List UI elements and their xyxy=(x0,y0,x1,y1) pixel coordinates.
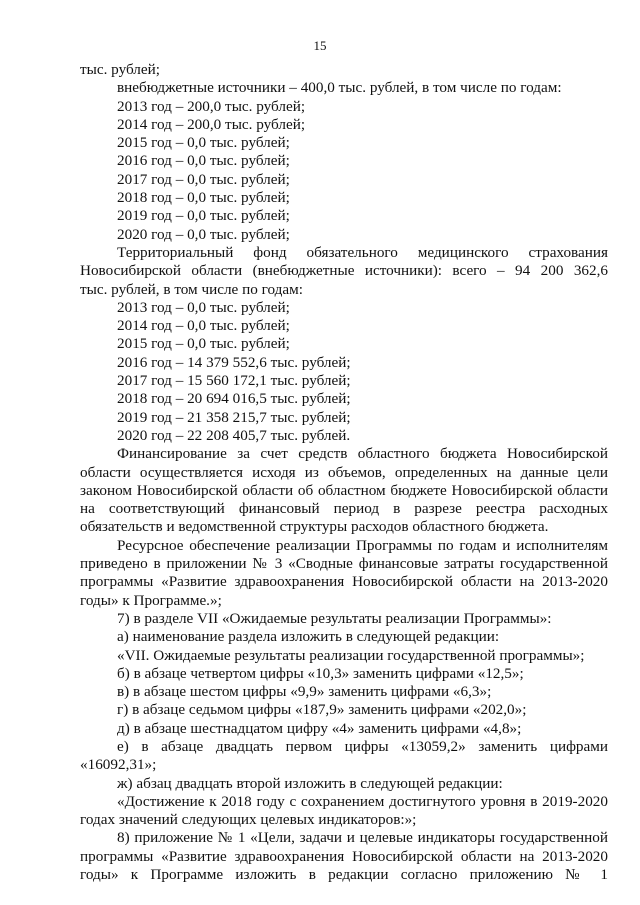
text-line: 2015 год – 0,0 тыс. рублей; xyxy=(117,134,290,152)
text-line: 2013 год – 0,0 тыс. рублей; xyxy=(117,298,290,316)
text-line: г) в абзаце седьмом цифры «187,9» заменить цифрами «202,0»; xyxy=(117,701,527,719)
text-line: тыс. рублей; xyxy=(80,61,160,78)
text-line: 2019 год – 0,0 тыс. рублей; xyxy=(117,207,290,225)
text-line: 2015 год – 0,0 тыс. рублей; xyxy=(117,335,290,353)
text-line: ж) абзац двадцать второй изложить в следующей редакции: xyxy=(117,774,503,792)
text-line: 2019 год – 21 358 215,7 тыс. рублей; xyxy=(117,408,351,426)
text-line: 2016 год – 0,0 тыс. рублей; xyxy=(117,152,290,170)
text-line: Ресурсное обеспечение реализации Программы по годам и исполнителям xyxy=(117,536,608,554)
text-line: приведено в приложении № 3 «Сводные финансовые затраты государственной xyxy=(80,555,608,573)
text-line: «16092,31»; xyxy=(80,756,157,774)
text-line: 2018 год – 20 694 016,5 тыс. рублей; xyxy=(117,390,351,408)
text-line: Территориальный фонд обязательного медицинского страхования xyxy=(117,243,608,261)
text-line: 2014 год – 200,0 тыс. рублей; xyxy=(117,115,306,133)
text-line: годах значений следующих целевых индикаторов:»; xyxy=(80,811,417,829)
text-line: 2020 год – 0,0 тыс. рублей; xyxy=(117,225,290,243)
text-line: программы «Развитие здравоохранения Новосибирской области на 2013-2020 xyxy=(80,847,608,865)
text-line: «Достижение к 2018 году с сохранением достигнутого уровня в 2019-2020 xyxy=(117,792,608,810)
text-line: 2014 год – 0,0 тыс. рублей; xyxy=(117,317,290,335)
text-line: б) в абзаце четвертом цифры «10,3» заменить цифрами «12,5»; xyxy=(117,664,524,682)
text-line: обязательств и ведомственной структуры расходов областного бюджета. xyxy=(80,518,549,536)
text-line: 7) в разделе VII «Ожидаемые результаты реализации Программы»: xyxy=(117,609,552,627)
text-line: «VII. Ожидаемые результаты реализации государственной программы»; xyxy=(117,646,585,664)
text-line: Финансирование за счет средств областного бюджета Новосибирской xyxy=(117,445,608,463)
text-line: внебюджетные источники – 400,0 тыс. рублей, в том числе по годам: xyxy=(117,79,562,97)
text-line: законом Новосибирской области об областном бюджете Новосибирской области xyxy=(80,481,608,499)
text-line: 2017 год – 15 560 172,1 тыс. рублей; xyxy=(117,372,351,390)
document-body xyxy=(80,61,608,884)
text-line: д) в абзаце шестнадцатом цифру «4» заменить цифрами «4,8»; xyxy=(117,719,522,737)
text-line: 2016 год – 14 379 552,6 тыс. рублей; xyxy=(117,353,351,371)
text-line: годы» к Программе изложить в редакции согласно приложению № 1 xyxy=(80,866,608,884)
text-line: 2018 год – 0,0 тыс. рублей; xyxy=(117,189,290,207)
text-line: а) наименование раздела изложить в следующей редакции: xyxy=(117,628,500,646)
text-line: области осуществляется исходя из объемов, определенных на данные цели xyxy=(80,463,608,481)
text-line: Новосибирской области (внебюджетные источники): всего – 94 200 362,6 xyxy=(80,262,608,280)
page-number: 15 xyxy=(313,38,327,53)
text-line: тыс. рублей, в том числе по годам: xyxy=(80,280,303,298)
text-line: 2013 год – 200,0 тыс. рублей; xyxy=(117,97,306,115)
text-line: 8) приложение № 1 «Цели, задачи и целевые индикаторы государственной xyxy=(117,829,608,847)
text-line: программы «Развитие здравоохранения Новосибирской области на 2013-2020 xyxy=(80,573,608,591)
text-line: годы» к Программе.»; xyxy=(80,591,222,609)
text-line: е) в абзаце двадцать первом цифры «13059,2» заменить цифрами xyxy=(117,737,608,755)
text-line: в) в абзаце шестом цифры «9,9» заменить цифрами «6,3»; xyxy=(117,683,492,701)
text-line: 2020 год – 22 208 405,7 тыс. рублей. xyxy=(117,426,351,444)
text-line: 2017 год – 0,0 тыс. рублей; xyxy=(117,170,290,188)
text-line: на соответствующий финансовый период в разрезе реестра расходных xyxy=(80,500,608,518)
